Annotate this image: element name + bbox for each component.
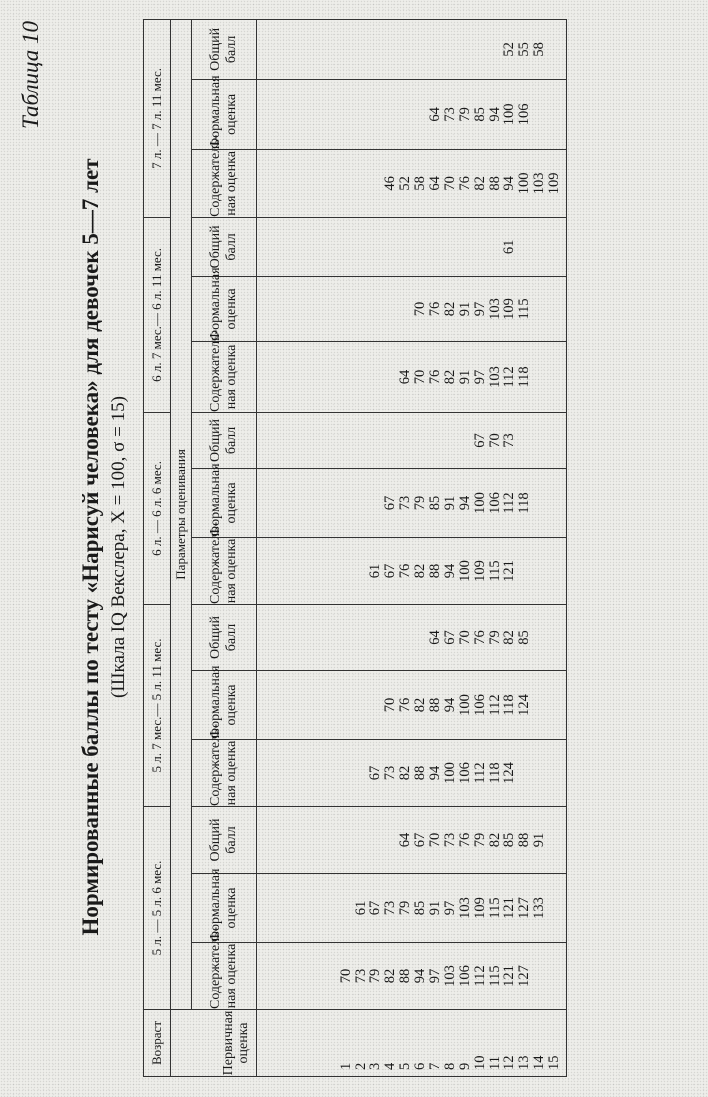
- score-cell: [354, 150, 369, 217]
- score-cell: 121: [501, 897, 518, 919]
- score-cell: 79: [397, 900, 414, 916]
- score-cell: [547, 218, 562, 276]
- score-cell: 70: [412, 301, 429, 317]
- score-cell: [354, 740, 369, 806]
- score-cell: 94: [412, 968, 429, 984]
- score-cell: [398, 277, 413, 341]
- score-cell: 127: [516, 897, 533, 919]
- score-cell: 82: [382, 968, 399, 984]
- score-cell: 70: [382, 697, 399, 713]
- score-cell: [488, 218, 503, 276]
- score-column-total: [257, 217, 567, 276]
- raw-score-value: 9: [456, 1062, 473, 1070]
- score-cell: 106: [471, 694, 488, 716]
- score-column-content: [257, 537, 567, 604]
- score-cell: [339, 218, 354, 276]
- score-column-total: [257, 412, 567, 468]
- score-cell: 58: [531, 42, 548, 57]
- score-cell: [383, 807, 398, 873]
- score-column-total: [257, 19, 567, 79]
- score-cell: 76: [397, 697, 414, 713]
- score-cell: 76: [426, 301, 443, 317]
- content-score-header: Содержатель-ная оценка: [192, 341, 257, 412]
- score-cell: [339, 150, 354, 217]
- score-column-content: [257, 149, 567, 217]
- raw-score-value: 2: [352, 1062, 369, 1070]
- score-cell: 82: [397, 765, 414, 781]
- score-cell: 79: [367, 968, 384, 984]
- raw-score-header: Первичная оценка: [171, 1010, 257, 1077]
- raw-score-value: 3: [367, 1062, 384, 1070]
- formal-score-header: Формальная оценка: [192, 79, 257, 149]
- score-cell: 91: [441, 495, 458, 511]
- score-cell: [443, 20, 458, 79]
- raw-score-value: 7: [426, 1062, 443, 1070]
- raw-score-value: 11: [486, 1056, 503, 1070]
- score-cell: [532, 277, 547, 341]
- score-cell: 88: [426, 697, 443, 713]
- score-cell: [383, 80, 398, 149]
- score-cell: [547, 605, 562, 670]
- score-cell: [339, 740, 354, 806]
- score-cell: 79: [486, 630, 503, 645]
- score-cell: [532, 342, 547, 412]
- score-cell: [398, 20, 413, 79]
- score-column-total: [257, 604, 567, 670]
- score-cell: 112: [501, 366, 518, 388]
- score-column-formal: [257, 874, 567, 943]
- values-row: [257, 19, 567, 1076]
- score-cell: 79: [456, 107, 473, 122]
- score-cell: [339, 277, 354, 341]
- score-cell: 61: [352, 900, 369, 916]
- score-cell: 61: [501, 239, 518, 255]
- score-cell: 82: [441, 301, 458, 317]
- score-cell: 109: [546, 172, 563, 195]
- score-column-formal: [257, 670, 567, 739]
- score-cell: [398, 605, 413, 670]
- score-cell: 100: [456, 560, 473, 582]
- score-cell: 109: [501, 298, 518, 320]
- score-cell: [339, 80, 354, 149]
- score-cell: 106: [486, 492, 503, 514]
- score-cell: 64: [397, 832, 414, 848]
- score-cell: 70: [337, 968, 354, 984]
- score-cell: [547, 469, 562, 537]
- score-cell: [413, 80, 428, 149]
- score-cell: 70: [456, 630, 473, 645]
- score-cell: [383, 218, 398, 276]
- score-cell: [517, 740, 532, 806]
- raw-score-value: 8: [441, 1062, 458, 1070]
- score-cell: [547, 807, 562, 873]
- formal-score-header: Формальная оценка: [192, 276, 257, 341]
- score-cell: [324, 20, 339, 79]
- score-cell: 73: [441, 107, 458, 122]
- score-cell: 64: [397, 369, 414, 385]
- raw-score-value: 10: [471, 1055, 488, 1070]
- score-cell: [517, 218, 532, 276]
- score-cell: 76: [456, 176, 473, 191]
- score-cell: 67: [367, 900, 384, 916]
- score-cell: 88: [516, 832, 533, 848]
- score-cell: 64: [426, 176, 443, 191]
- content-score-header: Содержатель-ная оценка: [192, 943, 257, 1010]
- score-cell: [383, 20, 398, 79]
- score-cell: 52: [501, 42, 518, 57]
- score-cell: [473, 20, 488, 79]
- score-cell: 79: [412, 495, 429, 511]
- score-cell: 70: [486, 433, 503, 448]
- score-cell: 103: [456, 897, 473, 919]
- score-cell: 64: [426, 630, 443, 645]
- score-cell: 100: [441, 762, 458, 784]
- score-cell: 70: [412, 369, 429, 385]
- score-cell: [368, 671, 383, 739]
- score-cell: 121: [501, 965, 518, 987]
- formal-score-header: Формальная оценка: [192, 874, 257, 943]
- score-column-content: [257, 943, 567, 1010]
- score-cell: [398, 413, 413, 468]
- score-cell: [383, 605, 398, 670]
- score-cell: [473, 218, 488, 276]
- score-cell: 61: [367, 563, 384, 579]
- raw-score-value: 6: [412, 1062, 429, 1070]
- score-cell: [354, 469, 369, 537]
- score-cell: 97: [471, 301, 488, 317]
- raw-score-value: 13: [516, 1055, 533, 1070]
- score-cell: 82: [412, 697, 429, 713]
- score-cell: [547, 943, 562, 1009]
- score-cell: [324, 80, 339, 149]
- formal-score-header: Формальная оценка: [192, 468, 257, 537]
- raw-score-value: 4: [382, 1062, 399, 1070]
- score-cell: [547, 342, 562, 412]
- score-cell: [547, 80, 562, 149]
- score-cell: 100: [456, 694, 473, 716]
- raw-score-value: 12: [501, 1055, 518, 1070]
- score-cell: 112: [471, 965, 488, 987]
- score-cell: [532, 469, 547, 537]
- score-cell: 127: [516, 965, 533, 987]
- score-cell: [443, 218, 458, 276]
- score-cell: [383, 342, 398, 412]
- score-cell: 118: [516, 492, 533, 514]
- score-cell: 91: [426, 900, 443, 916]
- score-cell: 100: [471, 492, 488, 514]
- score-cell: 67: [382, 495, 399, 511]
- total-score-header: Общий балл: [192, 217, 257, 276]
- score-cell: [368, 277, 383, 341]
- score-cell: [383, 413, 398, 468]
- score-cell: [354, 342, 369, 412]
- score-cell: [413, 20, 428, 79]
- raw-score-value: 15: [546, 1055, 563, 1070]
- score-column-content: [257, 341, 567, 412]
- score-cell: 115: [486, 897, 503, 919]
- score-cell: 85: [426, 495, 443, 511]
- score-cell: [383, 277, 398, 341]
- score-cell: 73: [397, 495, 414, 511]
- score-cell: 73: [382, 900, 399, 916]
- raw-score-value: 1: [337, 1062, 354, 1070]
- score-cell: 70: [441, 176, 458, 191]
- score-cell: 109: [471, 897, 488, 919]
- score-cell: [428, 20, 443, 79]
- score-cell: [547, 20, 562, 79]
- page-title: Нормированные баллы по тесту «Нарисуй человека» для девочек 5—7 лет: [78, 158, 103, 936]
- score-cell: [354, 605, 369, 670]
- score-cell: [354, 80, 369, 149]
- score-cell: 118: [501, 694, 518, 716]
- score-cell: [532, 740, 547, 806]
- table-label: Таблица 10: [18, 21, 43, 130]
- score-cell: [368, 413, 383, 468]
- score-cell: 52: [397, 176, 414, 191]
- score-cell: 103: [486, 366, 503, 388]
- score-cell: [368, 218, 383, 276]
- score-cell: [354, 413, 369, 468]
- score-cell: 106: [516, 103, 533, 126]
- score-cell: 94: [441, 697, 458, 713]
- score-cell: 64: [426, 107, 443, 122]
- score-cell: [517, 413, 532, 468]
- score-cell: [368, 20, 383, 79]
- score-cell: 115: [486, 560, 503, 582]
- score-cell: [517, 538, 532, 604]
- score-cell: 82: [412, 563, 429, 579]
- score-cell: [547, 413, 562, 468]
- score-cell: 88: [412, 765, 429, 781]
- score-cell: 85: [471, 107, 488, 122]
- age-group-header: 6 л. — 6 л. 6 мес.: [144, 412, 171, 604]
- raw-score-value: 14: [531, 1055, 548, 1070]
- score-cell: 85: [501, 832, 518, 848]
- score-cell: [488, 20, 503, 79]
- age-group-header: 5 л. 7 мес.— 5 л. 11 мес.: [144, 604, 171, 806]
- score-cell: [428, 218, 443, 276]
- content-score-header: Содержатель-ная оценка: [192, 739, 257, 806]
- score-cell: 70: [426, 832, 443, 848]
- score-cell: 79: [471, 832, 488, 848]
- age-group-header: 6 л. 7 мес.— 6 л. 11 мес.: [144, 217, 171, 412]
- total-score-header: Общий балл: [192, 604, 257, 670]
- score-cell: 109: [471, 560, 488, 582]
- score-cell: 73: [352, 968, 369, 984]
- score-cell: [532, 80, 547, 149]
- score-cell: 94: [456, 495, 473, 511]
- score-cell: 94: [426, 765, 443, 781]
- score-cell: 91: [456, 369, 473, 385]
- score-cell: [339, 413, 354, 468]
- score-cell: [458, 20, 473, 79]
- score-cell: 103: [441, 965, 458, 987]
- score-cell: 124: [516, 694, 533, 716]
- score-cell: [458, 413, 473, 468]
- raw-score-column: [257, 1010, 567, 1077]
- score-cell: [532, 605, 547, 670]
- score-cell: [368, 80, 383, 149]
- score-cell: 76: [397, 563, 414, 579]
- score-cell: 88: [486, 176, 503, 191]
- score-cell: 112: [486, 694, 503, 716]
- score-cell: 76: [471, 630, 488, 645]
- score-cell: 73: [441, 832, 458, 848]
- score-cell: 100: [501, 103, 518, 126]
- score-cell: 94: [441, 563, 458, 579]
- score-cell: 124: [501, 762, 518, 784]
- score-cell: 94: [501, 176, 518, 191]
- score-cell: [354, 671, 369, 739]
- score-cell: 76: [456, 832, 473, 848]
- raw-score-value: 5: [397, 1062, 414, 1070]
- score-column-total: [257, 806, 567, 873]
- score-cell: [532, 538, 547, 604]
- score-cell: 76: [426, 369, 443, 385]
- score-cell: 73: [382, 765, 399, 781]
- score-cell: [354, 277, 369, 341]
- score-cell: [368, 342, 383, 412]
- total-score-header: Общий балл: [192, 412, 257, 468]
- score-cell: 121: [501, 560, 518, 582]
- score-cell: 67: [441, 630, 458, 645]
- score-cell: [428, 413, 443, 468]
- age-group-header: 5 л. — 5 л. 6 мес.: [144, 806, 171, 1009]
- score-cell: [339, 538, 354, 604]
- score-cell: [413, 605, 428, 670]
- score-cell: [339, 469, 354, 537]
- age-group-header: 7 л. — 7 л. 11 мес.: [144, 19, 171, 217]
- score-column-content: [257, 739, 567, 806]
- score-cell: [354, 20, 369, 79]
- score-cell: [368, 807, 383, 873]
- score-cell: [532, 413, 547, 468]
- age-header: Возраст: [144, 1010, 171, 1077]
- formal-score-header: Формальная оценка: [192, 670, 257, 739]
- score-cell: 67: [367, 765, 384, 781]
- score-cell: 67: [382, 563, 399, 579]
- score-cell: [532, 943, 547, 1009]
- score-cell: 103: [486, 298, 503, 320]
- score-cell: 82: [486, 832, 503, 848]
- score-cell: [398, 80, 413, 149]
- score-cell: 106: [456, 965, 473, 987]
- score-cell: 82: [471, 176, 488, 191]
- score-cell: 82: [441, 369, 458, 385]
- score-cell: 118: [486, 762, 503, 784]
- score-cell: [547, 740, 562, 806]
- score-cell: 91: [531, 832, 548, 848]
- score-cell: [339, 671, 354, 739]
- score-cell: [458, 218, 473, 276]
- score-cell: [339, 20, 354, 79]
- score-cell: [547, 538, 562, 604]
- score-cell: [532, 218, 547, 276]
- score-cell: [354, 218, 369, 276]
- score-cell: 46: [382, 176, 399, 191]
- score-cell: [339, 605, 354, 670]
- score-cell: [339, 807, 354, 873]
- score-cell: 103: [531, 172, 548, 195]
- score-cell: 88: [397, 968, 414, 984]
- content-score-header: Содержатель-ная оценка: [192, 537, 257, 604]
- score-cell: 58: [412, 176, 429, 191]
- score-cell: 112: [501, 492, 518, 514]
- score-column-formal: [257, 276, 567, 341]
- score-cell: 115: [516, 298, 533, 320]
- score-cell: 100: [516, 172, 533, 195]
- score-cell: 67: [412, 832, 429, 848]
- score-cell: [547, 671, 562, 739]
- score-cell: [368, 150, 383, 217]
- score-cell: 97: [471, 369, 488, 385]
- score-cell: 97: [441, 900, 458, 916]
- score-cell: [354, 807, 369, 873]
- score-cell: 55: [516, 42, 533, 57]
- score-cell: [339, 874, 354, 942]
- score-cell: 67: [471, 433, 488, 448]
- score-cell: [547, 874, 562, 942]
- score-cell: 85: [412, 900, 429, 916]
- score-cell: 73: [501, 433, 518, 448]
- score-cell: 133: [531, 897, 548, 919]
- content-score-header: Содержатель-ная оценка: [192, 149, 257, 217]
- score-cell: [532, 671, 547, 739]
- score-column-formal: [257, 79, 567, 149]
- score-cell: 88: [426, 563, 443, 579]
- score-cell: 85: [516, 630, 533, 645]
- score-column-formal: [257, 468, 567, 537]
- params-header: Параметры оценивания: [171, 19, 192, 1009]
- score-cell: [368, 469, 383, 537]
- score-cell: [324, 150, 339, 217]
- score-cell: 82: [501, 630, 518, 645]
- score-cell: 118: [516, 366, 533, 388]
- score-cell: [413, 413, 428, 468]
- score-cell: 94: [486, 107, 503, 122]
- score-cell: [368, 605, 383, 670]
- score-cell: [354, 538, 369, 604]
- score-cell: 115: [486, 965, 503, 987]
- score-cell: [443, 413, 458, 468]
- score-cell: [398, 218, 413, 276]
- score-cell: 106: [456, 762, 473, 784]
- score-cell: [547, 277, 562, 341]
- score-cell: 97: [426, 968, 443, 984]
- score-cell: [413, 218, 428, 276]
- total-score-header: Общий балл: [192, 806, 257, 873]
- total-score-header: Общий балл: [192, 19, 257, 79]
- score-cell: [339, 342, 354, 412]
- norms-table: [143, 19, 567, 1077]
- score-cell: 91: [456, 301, 473, 317]
- score-cell: 112: [471, 762, 488, 784]
- page-subtitle: (Шкала IQ Векслера, X = 100, σ = 15): [108, 396, 129, 698]
